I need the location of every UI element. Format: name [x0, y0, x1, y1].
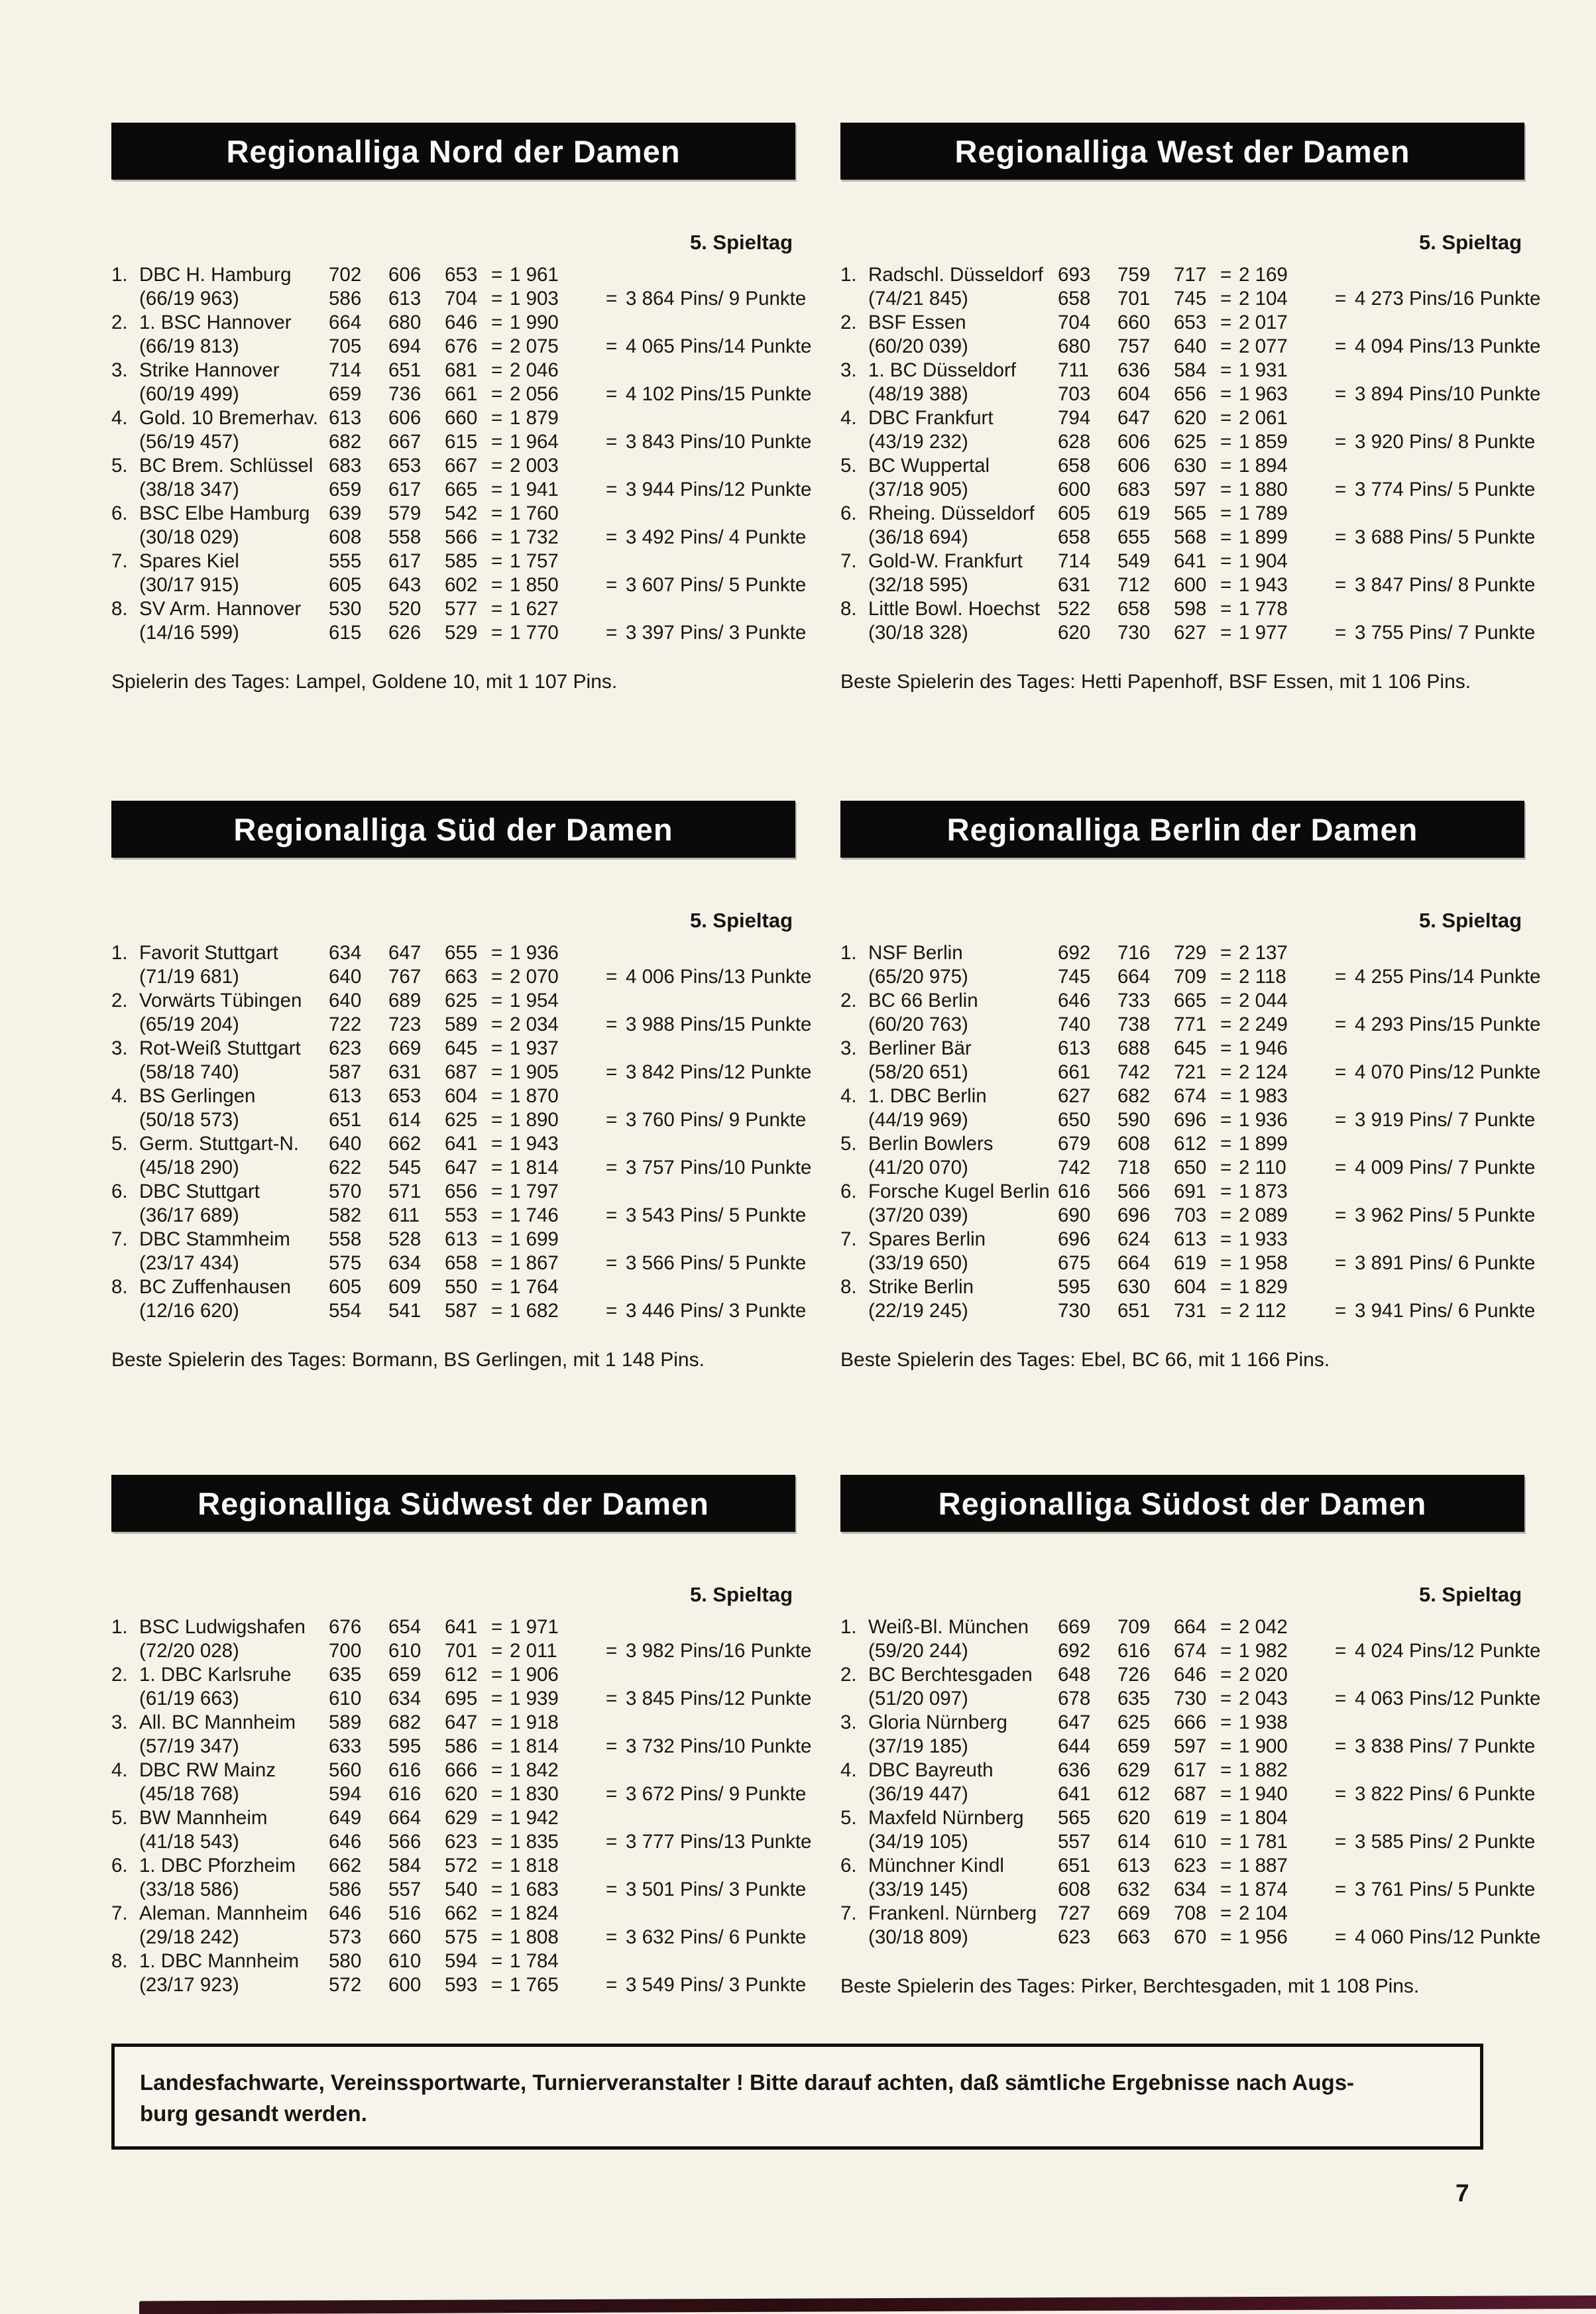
team-row-line2: (65/19 204) 722 723 589 = 2 034 = 3 988 Pins/15 Punkte: [139, 1013, 812, 1035]
best-player-note: Beste Spielerin des Tages: Hetti Papenhoff, BSF Essen, mit 1 106 Pins.: [840, 671, 1471, 693]
team-row-line2: (36/19 447) 641 612 687 = 1 940 = 3 822 Pins/ 6 Punkte: [868, 1783, 1536, 1805]
team-row-line2: (72/20 028) 700 610 701 = 2 011 = 3 982 Pins/16 Punkte: [139, 1640, 812, 1662]
team-row-line2: (65/20 975) 745 664 709 = 2 118 = 4 255 Pins/14 Punkte: [868, 966, 1541, 988]
team-row-line1: 6. DBC Stuttgart 570 571 656 = 1 797: [111, 1181, 559, 1202]
team-row-line1: 3. Gloria Nürnberg 647 625 666 = 1 938: [840, 1711, 1288, 1733]
best-player-note: Beste Spielerin des Tages: Bormann, BS Gerlingen, mit 1 148 Pins.: [111, 1349, 705, 1371]
team-row-line2: (43/19 232) 628 606 625 = 1 859 = 3 920 Pins/ 8 Punkte: [868, 431, 1536, 453]
team-row-line2: (37/19 185) 644 659 597 = 1 900 = 3 838 Pins/ 7 Punkte: [868, 1735, 1536, 1757]
team-row-line2: (60/20 763) 740 738 771 = 2 249 = 4 293 Pins/15 Punkte: [868, 1013, 1541, 1035]
team-row-line1: 5. Germ. Stuttgart-N. 640 662 641 = 1 943: [111, 1133, 559, 1155]
section-title: Regionalliga Süd der Damen: [233, 811, 673, 847]
team-row-line1: 4. 1. DBC Berlin 627 682 674 = 1 983: [840, 1085, 1288, 1107]
team-row-line1: 5. BW Mannheim 649 664 629 = 1 942: [111, 1807, 559, 1829]
team-row-line2: (38/18 347) 659 617 665 = 1 941 = 3 944 Pins/12 Punkte: [139, 479, 812, 500]
team-row-line2: (30/18 029) 608 558 566 = 1 732 = 3 492 Pins/ 4 Punkte: [139, 526, 807, 548]
section-regionalliga-west: [840, 123, 1541, 694]
standings-table: [840, 263, 1541, 645]
team-row-line1: 6. 1. DBC Pforzheim 662 584 572 = 1 818: [111, 1855, 559, 1877]
team-row-line1: 2. 1. DBC Karlsruhe 635 659 612 = 1 906: [111, 1664, 559, 1686]
section-header-bar: [840, 801, 1524, 858]
team-row-line2: (14/16 599) 615 626 529 = 1 770 = 3 397 Pins/ 3 Punkte: [139, 622, 807, 644]
section-regionalliga-berlin: [840, 801, 1541, 1372]
team-row-line1: 3. Rot-Weiß Stuttgart 623 669 645 = 1 937: [111, 1037, 559, 1059]
team-row-line2: (32/18 595) 631 712 600 = 1 943 = 3 847 Pins/ 8 Punkte: [868, 574, 1536, 596]
team-row-line2: (23/17 923) 572 600 593 = 1 765 = 3 549 Pins/ 3 Punkte: [139, 1974, 807, 1996]
team-row-line1: 7. Spares Berlin 696 624 613 = 1 933: [840, 1228, 1288, 1250]
section-header-bar: [111, 1475, 795, 1532]
team-row-line1: 8. BC Zuffenhausen 605 609 550 = 1 764: [111, 1276, 559, 1298]
team-row-line2: (37/20 039) 690 696 703 = 2 089 = 3 962 Pins/ 5 Punkte: [868, 1204, 1536, 1226]
team-row-line2: (50/18 573) 651 614 625 = 1 890 = 3 760 Pins/ 9 Punkte: [139, 1109, 807, 1131]
standings-table: [111, 941, 812, 1323]
section-regionalliga-suedost: [840, 1475, 1541, 1998]
scan-edge-artifact: [139, 2295, 1596, 2314]
team-row-line1: 7. DBC Stammheim 558 528 613 = 1 699: [111, 1228, 559, 1250]
team-row-line2: (56/19 457) 682 667 615 = 1 964 = 3 843 Pins/10 Punkte: [139, 431, 812, 453]
matchday-label: 5. Spieltag: [689, 231, 793, 254]
section-header-bar: [840, 1475, 1524, 1532]
team-row-line2: (45/18 768) 594 616 620 = 1 830 = 3 672 Pins/ 9 Punkte: [139, 1783, 807, 1805]
team-row-line2: (57/19 347) 633 595 586 = 1 814 = 3 732 Pins/10 Punkte: [139, 1735, 812, 1757]
section-title: Regionalliga Berlin der Damen: [946, 811, 1418, 847]
team-row-line1: 1. DBC H. Hamburg 702 606 653 = 1 961: [111, 264, 559, 286]
team-row-line1: 5. Berlin Bowlers 679 608 612 = 1 899: [840, 1133, 1288, 1155]
team-row-line1: 2. Vorwärts Tübingen 640 689 625 = 1 954: [111, 990, 559, 1012]
team-row-line1: 2. BC Berchtesgaden 648 726 646 = 2 020: [840, 1664, 1288, 1686]
best-player-note: Beste Spielerin des Tages: Pirker, Berchtesgaden, mit 1 108 Pins.: [840, 1975, 1420, 1997]
team-row-line2: (66/19 813) 705 694 676 = 2 075 = 4 065 Pins/14 Punkte: [139, 335, 812, 357]
section-regionalliga-sued: [111, 801, 812, 1372]
team-row-line2: (58/20 651) 661 742 721 = 2 124 = 4 070 Pins/12 Punkte: [868, 1061, 1541, 1083]
team-row-line1: 5. Maxfeld Nürnberg 565 620 619 = 1 804: [840, 1807, 1288, 1829]
standings-table: [111, 1615, 812, 1997]
team-row-line2: (60/19 499) 659 736 661 = 2 056 = 4 102 Pins/15 Punkte: [139, 383, 812, 405]
team-row-line2: (48/19 388) 703 604 656 = 1 963 = 3 894 Pins/10 Punkte: [868, 383, 1541, 405]
team-row-line2: (23/17 434) 575 634 658 = 1 867 = 3 566 Pins/ 5 Punkte: [139, 1252, 807, 1274]
team-row-line2: (34/19 105) 557 614 610 = 1 781 = 3 585 Pins/ 2 Punkte: [868, 1831, 1536, 1853]
team-row-line1: 8. 1. DBC Mannheim 580 610 594 = 1 784: [111, 1950, 559, 1972]
team-row-line2: (74/21 845) 658 701 745 = 2 104 = 4 273 Pins/16 Punkte: [868, 288, 1541, 310]
section-title: Regionalliga Südwest der Damen: [198, 1485, 709, 1521]
matchday-label: 5. Spieltag: [1418, 231, 1522, 254]
team-row-line1: 1. NSF Berlin 692 716 729 = 2 137: [840, 942, 1288, 964]
team-row-line1: 6. Münchner Kindl 651 613 623 = 1 887: [840, 1855, 1288, 1877]
team-row-line2: (12/16 620) 554 541 587 = 1 682 = 3 446 Pins/ 3 Punkte: [139, 1300, 807, 1322]
team-row-line1: 4. DBC Frankfurt 794 647 620 = 2 061: [840, 407, 1288, 429]
section-title: Regionalliga West der Damen: [954, 133, 1410, 169]
team-row-line2: (36/18 694) 658 655 568 = 1 899 = 3 688 Pins/ 5 Punkte: [868, 526, 1536, 548]
team-row-line2: (41/20 070) 742 718 650 = 2 110 = 4 009 Pins/ 7 Punkte: [868, 1157, 1536, 1179]
team-row-line1: 6. Forsche Kugel Berlin 616 566 691 = 1 873: [840, 1181, 1288, 1202]
team-row-line2: (51/20 097) 678 635 730 = 2 043 = 4 063 Pins/12 Punkte: [868, 1688, 1541, 1709]
matchday-label: 5. Spieltag: [689, 1583, 793, 1606]
team-row-line2: (41/18 543) 646 566 623 = 1 835 = 3 777 Pins/13 Punkte: [139, 1831, 812, 1853]
team-row-line1: 8. Little Bowl. Hoechst 522 658 598 = 1 778: [840, 598, 1288, 620]
section-header-bar: [111, 801, 795, 858]
page-number: 7: [1455, 2179, 1469, 2207]
team-row-line1: 3. 1. BC Düsseldorf 711 636 584 = 1 931: [840, 359, 1288, 381]
team-row-line1: 1. BSC Ludwigshafen 676 654 641 = 1 971: [111, 1616, 559, 1638]
team-row-line1: 3. Berliner Bär 613 688 645 = 1 946: [840, 1037, 1288, 1059]
team-row-line1: 8. SV Arm. Hannover 530 520 577 = 1 627: [111, 598, 559, 620]
team-row-line1: 7. Frankenl. Nürnberg 727 669 708 = 2 104: [840, 1902, 1288, 1924]
team-row-line1: 6. BSC Elbe Hamburg 639 579 542 = 1 760: [111, 502, 559, 524]
section-title: Regionalliga Südost der Damen: [938, 1485, 1427, 1521]
team-row-line1: 8. Strike Berlin 595 630 604 = 1 829: [840, 1276, 1288, 1298]
team-row-line1: 4. BS Gerlingen 613 653 604 = 1 870: [111, 1085, 559, 1107]
team-row-line1: 7. Gold-W. Frankfurt 714 549 641 = 1 904: [840, 550, 1288, 572]
best-player-note: Spielerin des Tages: Lampel, Goldene 10, mit 1 107 Pins.: [111, 671, 618, 693]
team-row-line2: (37/18 905) 600 683 597 = 1 880 = 3 774 Pins/ 5 Punkte: [868, 479, 1536, 500]
team-row-line1: 2. BC 66 Berlin 646 733 665 = 2 044: [840, 990, 1288, 1012]
team-row-line1: 4. Gold. 10 Bremerhav. 613 606 660 = 1 879: [111, 407, 559, 429]
team-row-line1: 6. Rheing. Düsseldorf 605 619 565 = 1 789: [840, 502, 1288, 524]
team-row-line2: (29/18 242) 573 660 575 = 1 808 = 3 632 Pins/ 6 Punkte: [139, 1926, 807, 1948]
team-row-line1: 7. Spares Kiel 555 617 585 = 1 757: [111, 550, 559, 572]
team-row-line2: (33/19 650) 675 664 619 = 1 958 = 3 891 Pins/ 6 Punkte: [868, 1252, 1536, 1274]
team-row-line1: 2. 1. BSC Hannover 664 680 646 = 1 990: [111, 312, 559, 333]
team-row-line1: 1. Favorit Stuttgart 634 647 655 = 1 936: [111, 942, 559, 964]
team-row-line2: (44/19 969) 650 590 696 = 1 936 = 3 919 Pins/ 7 Punkte: [868, 1109, 1536, 1131]
section-title: Regionalliga Nord der Damen: [226, 133, 681, 169]
standings-table: [840, 1615, 1541, 1949]
team-row-line2: (61/19 663) 610 634 695 = 1 939 = 3 845 Pins/12 Punkte: [139, 1688, 812, 1709]
team-row-line2: (71/19 681) 640 767 663 = 2 070 = 4 006 Pins/13 Punkte: [139, 966, 812, 988]
team-row-line2: (36/17 689) 582 611 553 = 1 746 = 3 543 Pins/ 5 Punkte: [139, 1204, 807, 1226]
team-row-line2: (33/19 145) 608 632 634 = 1 874 = 3 761 Pins/ 5 Punkte: [868, 1879, 1536, 1900]
team-row-line1: 2. BSF Essen 704 660 653 = 2 017: [840, 312, 1288, 333]
team-row-line1: 4. DBC Bayreuth 636 629 617 = 1 882: [840, 1759, 1288, 1781]
matchday-label: 5. Spieltag: [689, 909, 793, 932]
team-row-line1: 7. Aleman. Mannheim 646 516 662 = 1 824: [111, 1902, 559, 1924]
team-row-line2: (58/18 740) 587 631 687 = 1 905 = 3 842 Pins/12 Punkte: [139, 1061, 812, 1083]
best-player-note: Beste Spielerin des Tages: Ebel, BC 66, mit 1 166 Pins.: [840, 1349, 1330, 1371]
standings-table: [111, 263, 812, 645]
team-row-line2: (59/20 244) 692 616 674 = 1 982 = 4 024 Pins/12 Punkte: [868, 1640, 1541, 1662]
team-row-line2: (60/20 039) 680 757 640 = 2 077 = 4 094 Pins/13 Punkte: [868, 335, 1541, 357]
team-row-line1: 1. Radschl. Düsseldorf 693 759 717 = 2 169: [840, 264, 1288, 286]
matchday-label: 5. Spieltag: [1418, 1583, 1522, 1606]
notice-line-2: burg gesandt werden.: [140, 2101, 367, 2126]
team-row-line2: (30/17 915) 605 643 602 = 1 850 = 3 607 Pins/ 5 Punkte: [139, 574, 807, 596]
team-row-line2: (22/19 245) 730 651 731 = 2 112 = 3 941 Pins/ 6 Punkte: [868, 1300, 1536, 1322]
team-row-line1: 4. DBC RW Mainz 560 616 666 = 1 842: [111, 1759, 559, 1781]
section-header-bar: [111, 123, 795, 180]
team-row-line1: 1. Weiß-Bl. München 669 709 664 = 2 042: [840, 1616, 1288, 1638]
notice-line-1: Landesfachwarte, Vereinssportwarte, Turnierveranstalter ! Bitte darauf achten, daß sämtliche Ergebnisse nach Augs-: [140, 2070, 1355, 2095]
team-row-line1: 3. Strike Hannover 714 651 681 = 2 046: [111, 359, 559, 381]
section-regionalliga-nord: [111, 123, 812, 694]
team-row-line1: 5. BC Brem. Schlüssel 683 653 667 = 2 003: [111, 455, 559, 477]
team-row-line2: (30/18 328) 620 730 627 = 1 977 = 3 755 Pins/ 7 Punkte: [868, 622, 1536, 644]
team-row-line1: 5. BC Wuppertal 658 606 630 = 1 894: [840, 455, 1288, 477]
notice-box: [111, 2044, 1483, 2150]
standings-table: [840, 941, 1541, 1323]
team-row-line2: (66/19 963) 586 613 704 = 1 903 = 3 864 Pins/ 9 Punkte: [139, 288, 807, 310]
team-row-line2: (45/18 290) 622 545 647 = 1 814 = 3 757 Pins/10 Punkte: [139, 1157, 812, 1179]
team-row-line2: (33/18 586) 586 557 540 = 1 683 = 3 501 Pins/ 3 Punkte: [139, 1879, 807, 1900]
section-regionalliga-suedwest: [111, 1475, 812, 1997]
section-header-bar: [840, 123, 1524, 180]
team-row-line1: 3. All. BC Mannheim 589 682 647 = 1 918: [111, 1711, 559, 1733]
matchday-label: 5. Spieltag: [1418, 909, 1522, 932]
team-row-line2: (30/18 809) 623 663 670 = 1 956 = 4 060 Pins/12 Punkte: [868, 1926, 1541, 1948]
